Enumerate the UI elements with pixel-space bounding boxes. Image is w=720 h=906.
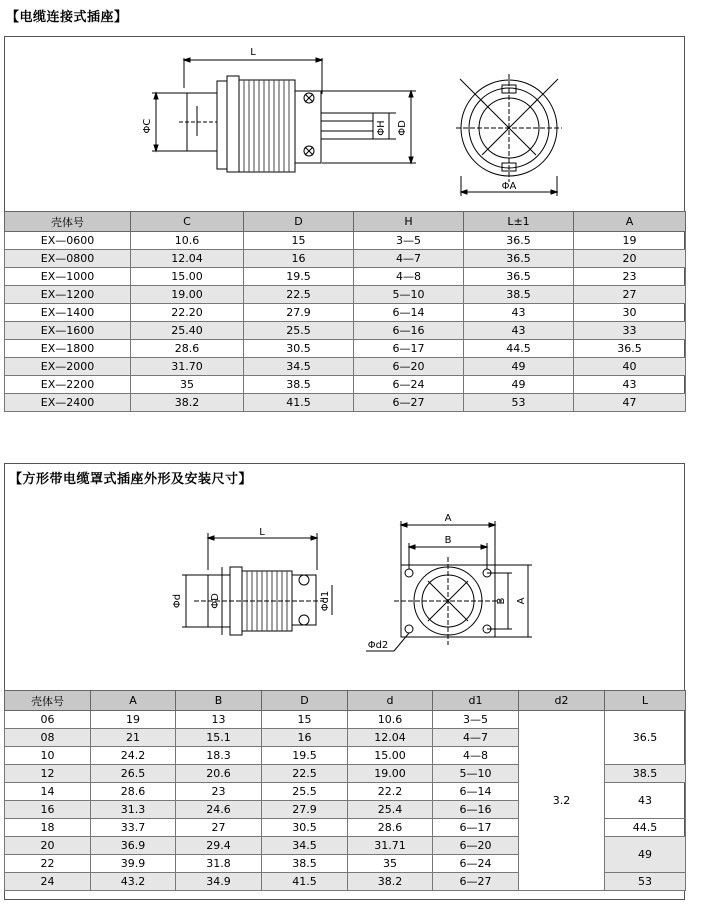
- table-cell: 6—24: [433, 855, 519, 873]
- dim2-A-vertical-label: A: [516, 597, 527, 605]
- table-cell: 19: [91, 711, 176, 729]
- dim2-A-horizontal-label: A: [444, 513, 452, 524]
- table-cell: 23: [176, 783, 262, 801]
- table-row: [5, 340, 686, 358]
- table-cell: 14: [5, 783, 91, 801]
- section1-title: 【电缆连接式插座】: [6, 10, 128, 25]
- table-cell: 10: [5, 747, 91, 765]
- table-cell: 12.04: [348, 729, 433, 747]
- table-cell: 29.4: [176, 837, 262, 855]
- col-header-shell: 壳体号: [5, 212, 131, 232]
- col-header-d: d: [348, 691, 433, 711]
- table-cell: 22: [5, 855, 91, 873]
- table-row: [5, 232, 686, 250]
- table-cell: 27.9: [244, 304, 354, 322]
- table-cell: 25.5: [244, 322, 354, 340]
- table-cell: 19.5: [244, 268, 354, 286]
- table-cell: 24.6: [176, 801, 262, 819]
- table-cell: 24.2: [91, 747, 176, 765]
- section1-drawing-svg: [4, 36, 685, 211]
- table-cell: 30: [574, 304, 686, 322]
- table-cell: 31.8: [176, 855, 262, 873]
- table-cell: EX—2200: [5, 376, 131, 394]
- table-cell: EX—2400: [5, 394, 131, 412]
- table-cell: 15: [244, 232, 354, 250]
- table-row: [5, 268, 686, 286]
- table-row: [5, 250, 686, 268]
- table-cell: 24: [5, 873, 91, 891]
- table-cell: 36.5: [574, 340, 686, 358]
- table-cell: 39.9: [91, 855, 176, 873]
- table-cell: 13: [176, 711, 262, 729]
- dim2-phid-label: Φd: [172, 593, 183, 609]
- table-cell: EX—2000: [5, 358, 131, 376]
- table-header-row: [5, 212, 686, 232]
- table-cell: 28.6: [348, 819, 433, 837]
- table-cell: 31.71: [348, 837, 433, 855]
- table-cell: 16: [5, 801, 91, 819]
- L-merged-cell: 49: [605, 837, 686, 873]
- table-cell: 25.5: [262, 783, 348, 801]
- table-cell: 16: [244, 250, 354, 268]
- table-cell: 19.5: [262, 747, 348, 765]
- table-cell: 40: [574, 358, 686, 376]
- table-cell: 21: [91, 729, 176, 747]
- table-row: [5, 711, 686, 729]
- table-cell: 15: [262, 711, 348, 729]
- spec-table-1: [4, 211, 686, 412]
- col-header-A: A: [574, 212, 686, 232]
- table-cell: 30.5: [262, 819, 348, 837]
- L-merged-cell: 36.5: [605, 711, 686, 765]
- table-cell: 18.3: [176, 747, 262, 765]
- table-cell: 44.5: [464, 340, 574, 358]
- table-cell: 31.3: [91, 801, 176, 819]
- table-cell: 34.5: [262, 837, 348, 855]
- table-row: [5, 286, 686, 304]
- table-cell: 18: [5, 819, 91, 837]
- dim-phiC-label: ΦC: [142, 118, 153, 134]
- table-cell: EX—1000: [5, 268, 131, 286]
- table-cell: 47: [574, 394, 686, 412]
- table-cell: 15.00: [348, 747, 433, 765]
- table-cell: 49: [464, 376, 574, 394]
- table-cell: 20: [5, 837, 91, 855]
- table-cell: 49: [464, 358, 574, 376]
- table-cell: 43: [464, 304, 574, 322]
- table-cell: 08: [5, 729, 91, 747]
- table-cell: 28.6: [91, 783, 176, 801]
- table-cell: 53: [464, 394, 574, 412]
- col-header-B: B: [176, 691, 262, 711]
- table-cell: 6—14: [354, 304, 464, 322]
- table-cell: 6—16: [354, 322, 464, 340]
- table-cell: 6—24: [354, 376, 464, 394]
- spec-table-2: [4, 690, 686, 891]
- dim-L-label: L: [250, 47, 256, 58]
- table-cell: 36.5: [464, 232, 574, 250]
- table-cell: 19.00: [348, 765, 433, 783]
- table-cell: 35: [131, 376, 244, 394]
- table-cell: 41.5: [244, 394, 354, 412]
- table-cell: 6—27: [354, 394, 464, 412]
- L-merged-cell: 38.5: [605, 765, 686, 783]
- table-row: [5, 394, 686, 412]
- dim-phiD-label: ΦD: [397, 120, 408, 136]
- table-cell: 4—8: [354, 268, 464, 286]
- dim-phiA-label: ΦA: [501, 181, 517, 192]
- table-cell: 36.9: [91, 837, 176, 855]
- table-cell: 43: [574, 376, 686, 394]
- section2-drawing-svg: [4, 485, 685, 690]
- table-cell: 12.04: [131, 250, 244, 268]
- section1-drawing: [4, 36, 685, 211]
- table-cell: 20.6: [176, 765, 262, 783]
- table-cell: 5—10: [354, 286, 464, 304]
- table-cell: 36.5: [464, 250, 574, 268]
- table-cell: 15.00: [131, 268, 244, 286]
- table-cell: 10.6: [348, 711, 433, 729]
- col-header-L: L±1: [464, 212, 574, 232]
- table-header-row: [5, 691, 686, 711]
- table-cell: 31.70: [131, 358, 244, 376]
- table-cell: 28.6: [131, 340, 244, 358]
- table-cell: 34.5: [244, 358, 354, 376]
- table-cell: 6—17: [433, 819, 519, 837]
- table-cell: 25.4: [348, 801, 433, 819]
- table-cell: 16: [262, 729, 348, 747]
- col-header-D: D: [244, 212, 354, 232]
- col-header-H: H: [354, 212, 464, 232]
- table-cell: 43.2: [91, 873, 176, 891]
- table-cell: 33: [574, 322, 686, 340]
- table-cell: 4—7: [433, 729, 519, 747]
- table-cell: 19.00: [131, 286, 244, 304]
- table-cell: 6—16: [433, 801, 519, 819]
- table-cell: EX—1400: [5, 304, 131, 322]
- table-cell: 34.9: [176, 873, 262, 891]
- table-cell: EX—1200: [5, 286, 131, 304]
- L-merged-cell: 44.5: [605, 819, 686, 837]
- col-header-d2: d2: [519, 691, 605, 711]
- L-merged-cell: 43: [605, 783, 686, 819]
- table-cell: 22.2: [348, 783, 433, 801]
- table-cell: 22.5: [244, 286, 354, 304]
- table-cell: 27: [176, 819, 262, 837]
- col-header-D: D: [262, 691, 348, 711]
- table-cell: 38.5: [464, 286, 574, 304]
- table-cell: 6—27: [433, 873, 519, 891]
- dim-phiH-label: ΦH: [376, 120, 387, 136]
- table-cell: 20: [574, 250, 686, 268]
- table-row: [5, 376, 686, 394]
- table-cell: 12: [5, 765, 91, 783]
- col-header-d1: d1: [433, 691, 519, 711]
- table-cell: EX—0600: [5, 232, 131, 250]
- table-cell: 25.40: [131, 322, 244, 340]
- table-cell: 38.2: [348, 873, 433, 891]
- table-cell: 27: [574, 286, 686, 304]
- table-cell: EX—1600: [5, 322, 131, 340]
- table-cell: 38.2: [131, 394, 244, 412]
- col-header-shell: 壳体号: [5, 691, 91, 711]
- table-cell: EX—0800: [5, 250, 131, 268]
- table-cell: 10.6: [131, 232, 244, 250]
- dim2-phiD-label: ΦD: [210, 593, 221, 609]
- table-row: [5, 358, 686, 376]
- table-cell: 5—10: [433, 765, 519, 783]
- table-row: [5, 322, 686, 340]
- d2-merged-cell: 3.2: [519, 711, 605, 891]
- table-cell: 41.5: [262, 873, 348, 891]
- table-cell: 33.7: [91, 819, 176, 837]
- table-cell: 38.5: [262, 855, 348, 873]
- dim2-B-horizontal-label: B: [444, 535, 452, 546]
- table-cell: 6—14: [433, 783, 519, 801]
- col-header-C: C: [131, 212, 244, 232]
- dim2-B-vertical-label: B: [496, 597, 507, 605]
- section2-drawing: [4, 485, 685, 690]
- section2-title: 【方形带电缆罩式插座外形及安装尺寸】: [9, 472, 253, 487]
- table-cell: 27.9: [262, 801, 348, 819]
- table-cell: 06: [5, 711, 91, 729]
- col-header-A: A: [91, 691, 176, 711]
- table-cell: 35: [348, 855, 433, 873]
- dim2-phid2-label: Φd2: [367, 640, 389, 651]
- L-merged-cell: 53: [605, 873, 686, 891]
- table-cell: 3—5: [433, 711, 519, 729]
- table-cell: 22.20: [131, 304, 244, 322]
- dim2-L-label: L: [259, 527, 265, 538]
- table-cell: 6—20: [433, 837, 519, 855]
- table-cell: 6—17: [354, 340, 464, 358]
- dim2-phid1-label: Φd1: [320, 590, 331, 612]
- table-row: [5, 304, 686, 322]
- table-cell: EX—1800: [5, 340, 131, 358]
- table-cell: 30.5: [244, 340, 354, 358]
- table-cell: 36.5: [464, 268, 574, 286]
- table-cell: 15.1: [176, 729, 262, 747]
- table-cell: 4—8: [433, 747, 519, 765]
- table-cell: 22.5: [262, 765, 348, 783]
- table-cell: 26.5: [91, 765, 176, 783]
- table-cell: 6—20: [354, 358, 464, 376]
- table-cell: 43: [464, 322, 574, 340]
- table-cell: 19: [574, 232, 686, 250]
- table-cell: 3—5: [354, 232, 464, 250]
- table-cell: 38.5: [244, 376, 354, 394]
- table-cell: 4—7: [354, 250, 464, 268]
- table-cell: 23: [574, 268, 686, 286]
- col-header-L: L: [605, 691, 686, 711]
